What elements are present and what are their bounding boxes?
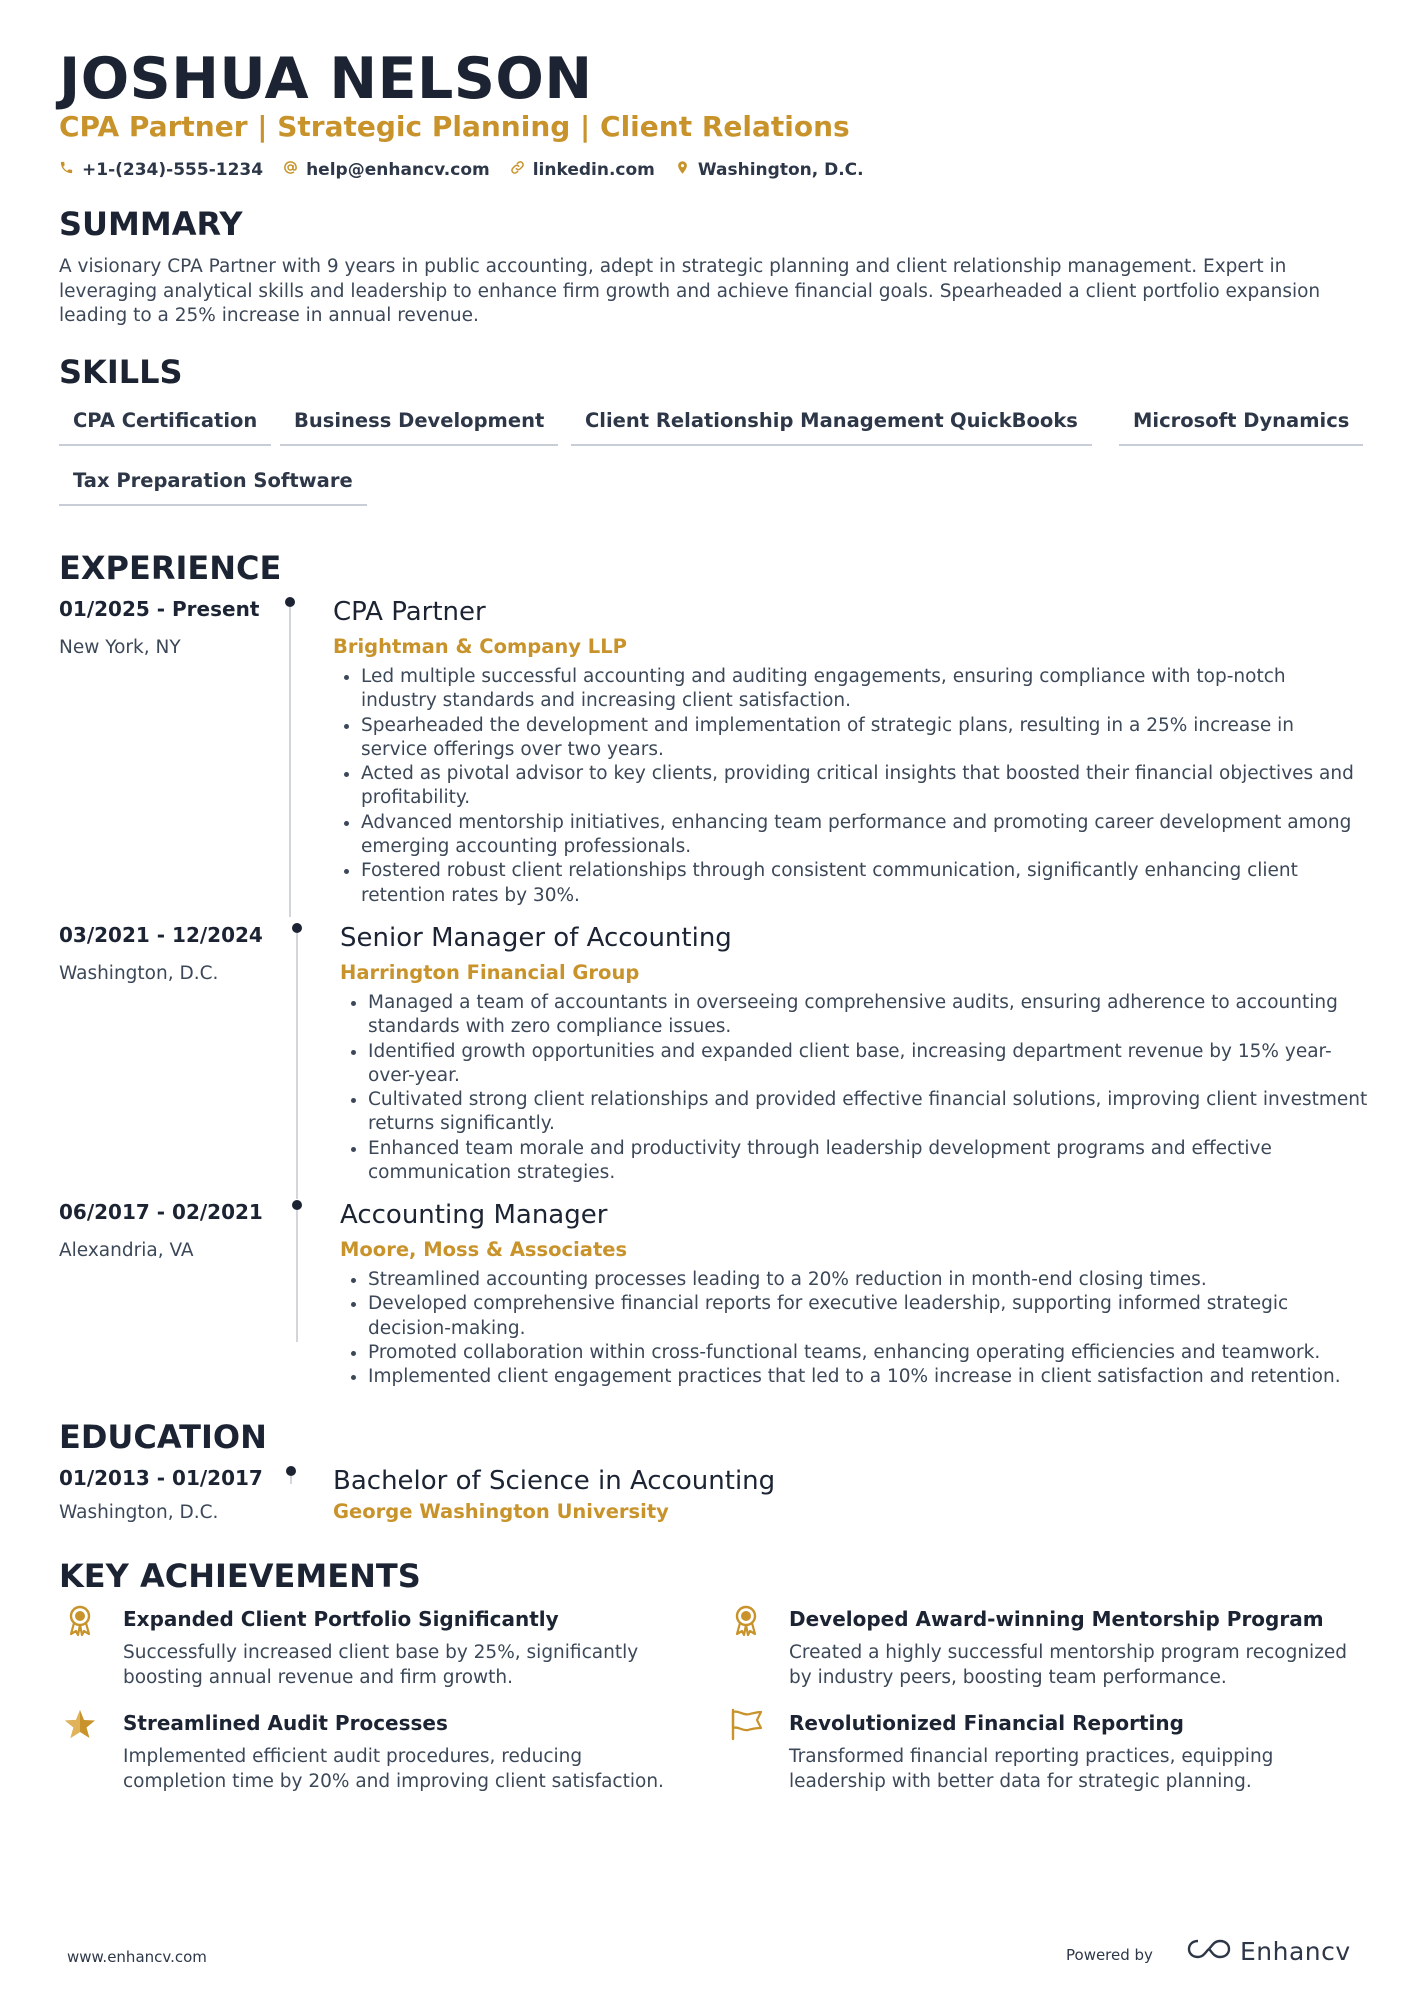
timeline-line [289,607,291,917]
experience-company: Brightman & Company LLP [333,635,627,658]
timeline-line [296,1210,298,1342]
experience-bullet: • Fostered robust client relationships through consistent communication, significantly enhancing client retention rates by 30%. [361,859,1361,908]
candidate-name: JOSHUA NELSON [59,46,593,112]
achievement-title: Revolutionized Financial Reporting [789,1711,1184,1735]
achievement-title: Developed Award-winning Mentorship Program [789,1607,1324,1631]
achievement-desc: Transformed financial reporting practices, equipping leadership with better data for strategic planning. [789,1746,1274,1792]
achievement-title: Streamlined Audit Processes [123,1711,448,1735]
experience-location: Washington, D.C. [59,963,219,984]
skill-tag: Business Development [280,407,558,446]
skills-heading: SKILLS [59,353,183,391]
candidate-headline: CPA Partner | Strategic Planning | Client Relations [59,110,850,143]
experience-location: New York, NY [59,637,181,658]
footer-url[interactable]: www.enhancv.com [67,1948,207,1966]
experience-bullet: • Managed a team of accountants in overseeing comprehensive audits, ensuring adherence to accounting standards with zero compliance issues. [368,991,1368,1040]
achievement-desc: Created a highly successful mentorship program recognized by industry peers, boosting team performance. [789,1642,1348,1688]
summary-heading: SUMMARY [59,205,243,243]
education-heading: EDUCATION [59,1418,267,1456]
link-icon [510,160,525,180]
education-date: 01/2013 - 01/2017 [59,1466,263,1490]
footer-powered-by: Powered by [1066,1946,1153,1964]
at-icon [283,160,298,180]
location-icon [675,160,690,180]
timeline-dot [286,1466,296,1476]
experience-bullets [333,665,1361,908]
award-ribbon-icon [63,1603,97,1637]
education-school: George Washington University [333,1500,669,1523]
contact-email[interactable] [283,160,490,180]
experience-date: 01/2025 - Present [59,597,260,621]
experience-bullet: • Enhanced team morale and productivity through leadership development programs and effective communication strategies. [368,1137,1368,1186]
achievement-title: Expanded Client Portfolio Significantly [123,1607,559,1631]
timeline-dot [285,597,295,607]
experience-entry [59,923,1368,1193]
experience-bullet: • Cultivated strong client relationships and provided effective financial solutions, improving client investment returns significantly. [368,1088,1368,1137]
experience-bullet: • Developed comprehensive financial reports for executive leadership, supporting informed strategic decision-making. [368,1292,1368,1341]
experience-role: Accounting Manager [340,1200,608,1230]
experience-date: 06/2017 - 02/2021 [59,1200,263,1224]
experience-bullet: • Advanced mentorship initiatives, enhancing team performance and promoting career development among emerging accounting professionals. [361,811,1361,860]
experience-heading: EXPERIENCE [59,549,282,587]
experience-bullet: • Implemented client engagement practices that led to a 10% increase in client satisfaction and retention. [368,1365,1368,1389]
experience-bullet: • Acted as pivotal advisor to key clients, providing critical insights that boosted their financial objectives and profitability. [361,762,1361,811]
skill-tag: QuickBooks [936,407,1092,446]
contact-location [675,160,864,180]
experience-company: Moore, Moss & Associates [340,1238,628,1261]
skill-tag: Client Relationship Management [571,407,958,446]
contact-location-text: Washington, D.C. [697,160,864,180]
achievement-desc: Implemented efficient audit procedures, reducing completion time by 20% and improving client satisfaction. [123,1746,664,1792]
contact-phone[interactable] [59,160,263,180]
timeline-dot [292,923,302,933]
education-location: Washington, D.C. [59,1502,219,1523]
experience-role: CPA Partner [333,597,486,627]
enhancv-logo-text: Enhancv [1240,1936,1351,1966]
skill-tag: Tax Preparation Software [59,467,367,506]
experience-entry [59,1200,1359,1390]
experience-bullet: • Streamlined accounting processes leading to a 20% reduction in month-end closing times. [368,1268,1368,1292]
experience-location: Alexandria, VA [59,1240,194,1261]
experience-bullet: • Identified growth opportunities and expanded client base, increasing department revenue by 15% year-over-year. [368,1040,1368,1089]
education-entry [59,1466,1359,1546]
experience-bullet: • Led multiple successful accounting and auditing engagements, ensuring compliance with top-notch industry standards and increasing client satisfaction. [361,665,1361,714]
contact-email-text: help@enhancv.com [306,160,490,180]
contact-linkedin[interactable] [510,160,655,180]
skill-tag: Microsoft Dynamics [1119,407,1363,446]
skill-tag: CPA Certification [59,407,271,446]
education-degree: Bachelor of Science in Accounting [333,1466,776,1496]
experience-company: Harrington Financial Group [340,961,640,984]
summary-text: A visionary CPA Partner with 9 years in public accounting, adept in strategic planning and client relationship management. Expert in leveraging analytical skills and leadership to enhance firm growth and achieve financial goals. Spearheaded a client portfolio expansion leading to a 25% increase in annual revenue. [59,256,1321,326]
experience-date: 03/2021 - 12/2024 [59,923,263,947]
phone-icon [59,160,74,180]
star-icon [63,1707,97,1741]
experience-entry [59,597,1359,912]
achievements-heading: KEY ACHIEVEMENTS [59,1557,421,1595]
timeline-line [290,1476,292,1484]
experience-bullet: • Spearheaded the development and implementation of strategic plans, resulting in a 25% increase in service offerings over two years. [361,714,1361,763]
contact-bar [59,160,864,180]
enhancv-logo-icon [1186,1936,1232,1966]
enhancv-logo[interactable] [1186,1936,1351,1966]
experience-role: Senior Manager of Accounting [340,923,732,953]
achievement-desc: Successfully increased client base by 25%, significantly boosting annual revenue and firm growth. [123,1642,639,1688]
award-ribbon-icon [729,1603,763,1637]
flag-icon [729,1707,763,1741]
timeline-dot [292,1200,302,1210]
experience-bullets [340,991,1368,1185]
contact-phone-text: +1-(234)-555-1234 [82,160,264,180]
experience-bullets [340,1268,1368,1389]
timeline-line [296,933,298,1199]
experience-bullet: • Promoted collaboration within cross-functional teams, enhancing operating efficiencies and teamwork. [368,1341,1368,1365]
contact-linkedin-text: linkedin.com [532,160,655,180]
